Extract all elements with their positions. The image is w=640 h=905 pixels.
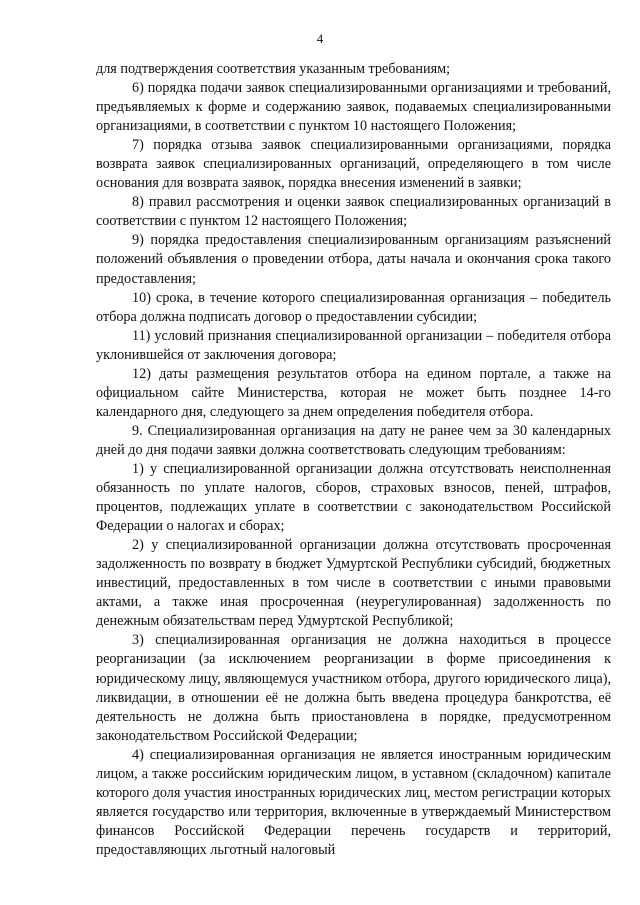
paragraph-section-9: 9. Специализированная организация на дату не ранее чем за 30 календарных дней до дня подачи заявки должна соответствовать следующим требованиям:: [96, 422, 611, 458]
paragraph-requirement-1: 1) у специализированной организации должна отсутствовать неисполненная обязанность по уплате налогов, сборов, страховых взносов, пеней, штрафов, процентов, подлежащих уплате в соответствии с законодательством Российской Федерации о налогах и сборах;: [96, 460, 611, 535]
paragraph-item-12: 12) даты размещения результатов отбора на едином портале, а также на официальном сайте Министерства, которая не может быть позднее 14-го календарного дня, следующего за днем определения победителя отбора.: [96, 365, 611, 420]
paragraph-item-9: 9) порядка предоставления специализированным организациям разъяснений положений объявления о проведении отбора, даты начала и окончания срока такого предоставления;: [96, 232, 611, 287]
paragraph-item-6: 6) порядка подачи заявок специализированными организациями и требований, предъявляемых к форме и содержанию заявок, подаваемых специализированными организациями, в соответствии с пунктом 10 настоящего Положения;: [96, 80, 611, 135]
paragraph-requirement-2: 2) у специализированной организации должна отсутствовать просроченная задолженность по возврату в бюджет Удмуртской Республики субсидий, бюджетных инвестиций, предоставленных в том числе в соответствии с иными правовыми актами, а также иная просроченная (неурегулированная) задолженность по денежным обязательствам перед Удмуртской Республикой;: [96, 537, 611, 630]
paragraph-item-8: 8) правил рассмотрения и оценки заявок специализированных организаций в соответствии с пунктом 12 настоящего Положения;: [96, 194, 611, 230]
paragraph-continuation: для подтверждения соответствия указанным требованиям;: [96, 61, 451, 77]
paragraph-requirement-3: 3) специализированная организация не должна находиться в процессе реорганизации (за исключением реорганизации в форме присоединения к юридическому лицу, являющемуся участником отбора, другого юридического лица), ликвидации, в отношении её не должна быть введена процедура банкротства, её деятельность не должна быть приостановлена в порядке, предусмотренном законодательством Российской Федерации;: [96, 632, 611, 744]
paragraph-item-11: 11) условий признания специализированной организации – победителя отбора уклонившейся от заключения договора;: [96, 327, 611, 363]
paragraph-item-7: 7) порядка отзыва заявок специализированными организациями, порядка возврата заявок специализированных организаций, определяющего в том числе основания для возврата заявок, порядка внесения изменений в заявки;: [96, 137, 611, 192]
document-body: [96, 60, 611, 860]
paragraph-requirement-4: 4) специализированная организация не является иностранным юридическим лицом, а также российским юридическим лицом, в уставном (складочном) капитале которого доля участия иностранных юридических лиц, местом регистрации которых является государство или территория, включенные в утверждаемый Министерством финансов Российской Федерации перечень государств и территорий, предоставляющих льготный налоговый: [96, 746, 611, 858]
paragraph-item-10: 10) срока, в течение которого специализированная организация – победитель отбора должна подписать договор о предоставлении субсидии;: [96, 289, 611, 325]
page-number: 4: [316, 31, 324, 46]
